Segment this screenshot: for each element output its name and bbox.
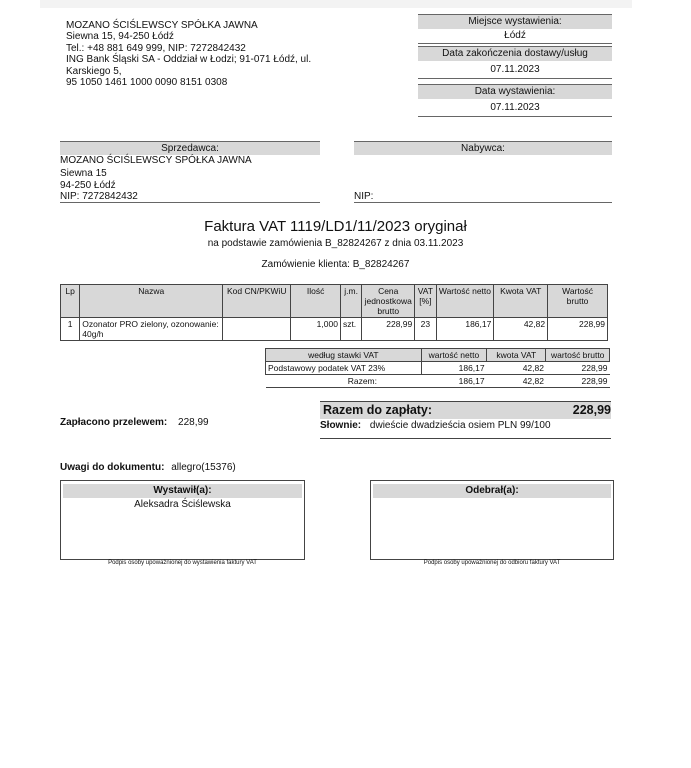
total-due-label: Razem do zapłaty:: [323, 403, 433, 417]
issuer-caption: Podpis osoby upoważnionej do wystawienia faktury VAT: [108, 560, 257, 566]
vat-row-gross: 228,99: [546, 362, 610, 375]
client-order: Zamówienie klienta: B_82824267: [261, 259, 410, 270]
delivery-label: Data zakończenia dostawy/usług: [418, 46, 612, 61]
seller-header-tel-nip: Tel.: +48 881 649 999, NIP: 7272842432: [66, 42, 246, 54]
seller-street: Siewna 15: [60, 168, 107, 180]
seller-section: [60, 141, 320, 203]
receiver-label: Odebrał(a):: [373, 484, 611, 498]
seller-name: MOZANO ŚCIŚLEWSCY SPÓŁKA JAWNA: [60, 155, 252, 166]
invoice-title: Faktura VAT 1119/LD1/11/2023 oryginał: [204, 218, 467, 235]
seller-bottom-rule: [60, 202, 320, 203]
vat-net-header: wartość netto: [421, 349, 486, 362]
issuer-signature-box: [60, 480, 305, 560]
seller-header-name: MOZANO ŚCIŚLEWSCY SPÓŁKA JAWNA: [66, 20, 258, 31]
seller-header-address: Siewna 15, 94-250 Łódź: [66, 31, 174, 43]
info-box: [418, 14, 612, 117]
col-name: Nazwa: [80, 285, 223, 318]
vat-total-gross: 228,99: [546, 375, 610, 388]
total-due-amount: 228,99: [572, 403, 611, 417]
cell-net: 186,17: [436, 318, 494, 341]
buyer-section: [354, 141, 612, 155]
table-row: [266, 362, 610, 375]
notes-label: Uwagi do dokumentu:: [60, 462, 165, 473]
vat-summary-header-row: [266, 349, 610, 362]
cell-unit: szt.: [340, 318, 361, 341]
seller-header-bank-line1: ING Bank Śląski SA - Oddział w Łodzi; 91-071 Łódź, ul.: [66, 54, 312, 66]
seller-header-bank-line2: Karskiego 5,: [66, 65, 122, 77]
place-value: Łódź: [418, 29, 612, 44]
vat-gross-header: wartość brutto: [546, 349, 610, 362]
order-basis: na podstawie zamówienia B_82824267 z dnia 03.11.2023: [207, 238, 464, 249]
buyer-bottom-rule: [354, 202, 612, 203]
cell-name: Ozonator PRO zielony, ozonowanie: 40g/h: [80, 318, 223, 341]
page-top-shadow: [40, 0, 632, 8]
payment: [60, 417, 209, 428]
vat-row-amount: 42,82: [487, 362, 546, 375]
receiver-caption: Podpis osoby upoważnionej do odbioru faktury VAT: [423, 560, 561, 566]
payment-label: Zapłacono przelewem:: [60, 417, 168, 428]
seller-header: [66, 20, 356, 88]
vat-total-net: 186,17: [421, 375, 486, 388]
cell-unit-price: 228,99: [362, 318, 415, 341]
cell-qty: 1,000: [291, 318, 341, 341]
issuer-label: Wystawił(a):: [63, 484, 302, 498]
cell-vat-amount: 42,82: [494, 318, 548, 341]
col-lp: Lp: [61, 285, 80, 318]
col-vat: VAT [%]: [415, 285, 436, 318]
buyer-nip: NIP:: [354, 191, 374, 202]
table-row: [61, 318, 608, 341]
vat-rate-name: Podstawowy podatek VAT 23%: [266, 362, 422, 375]
vat-total-label: Razem:: [266, 375, 422, 388]
col-vat-amount: Kwota VAT: [494, 285, 548, 318]
payment-amount: 228,99: [178, 417, 209, 428]
total-due-bar: [320, 401, 611, 419]
place-label: Miejsce wystawienia:: [418, 14, 612, 29]
cell-lp: 1: [61, 318, 80, 341]
items-header-row: [61, 285, 608, 318]
items-table: [60, 284, 608, 341]
issue-date-label: Data wystawienia:: [418, 84, 612, 99]
cell-gross: 228,99: [548, 318, 608, 341]
issuer-name: Aleksadra Ściślewska: [134, 499, 231, 510]
vat-total-amount: 42,82: [487, 375, 546, 388]
vat-summary-table: [265, 348, 610, 388]
col-net: Wartość netto: [436, 285, 494, 318]
seller-label: Sprzedawca:: [60, 141, 320, 155]
seller-nip: NIP: 7272842432: [60, 191, 138, 203]
notes-value: allegro(15376): [171, 462, 236, 473]
vat-amount-header: kwota VAT: [487, 349, 546, 362]
issue-date-value: 07.11.2023: [418, 99, 612, 117]
seller-city: 94-250 Łódź: [60, 179, 116, 191]
notes: [60, 462, 236, 473]
vat-rate-header: według stawki VAT: [266, 349, 422, 362]
vat-row-net: 186,17: [421, 362, 486, 375]
vat-total-row: [266, 375, 610, 388]
col-qty: Ilość: [291, 285, 341, 318]
col-gross: Wartość brutto: [548, 285, 608, 318]
col-cn: Kod CN/PKWiU: [223, 285, 291, 318]
col-unit-price: Cena jednostkowa brutto: [362, 285, 415, 318]
seller-header-account: 95 1050 1461 1000 0090 8151 0308: [66, 77, 228, 89]
buyer-label: Nabywca:: [354, 141, 612, 155]
col-unit: j.m.: [340, 285, 361, 318]
receiver-signature-box: [370, 480, 614, 560]
words-value: dwieście dwadzieścia osiem PLN 99/100: [369, 420, 551, 431]
cell-cn: [223, 318, 291, 341]
amount-in-words: [320, 420, 611, 439]
words-label: Słownie:: [320, 420, 362, 431]
delivery-value: 07.11.2023: [418, 61, 612, 79]
cell-vat: 23: [415, 318, 436, 341]
seller-details: [60, 155, 320, 203]
